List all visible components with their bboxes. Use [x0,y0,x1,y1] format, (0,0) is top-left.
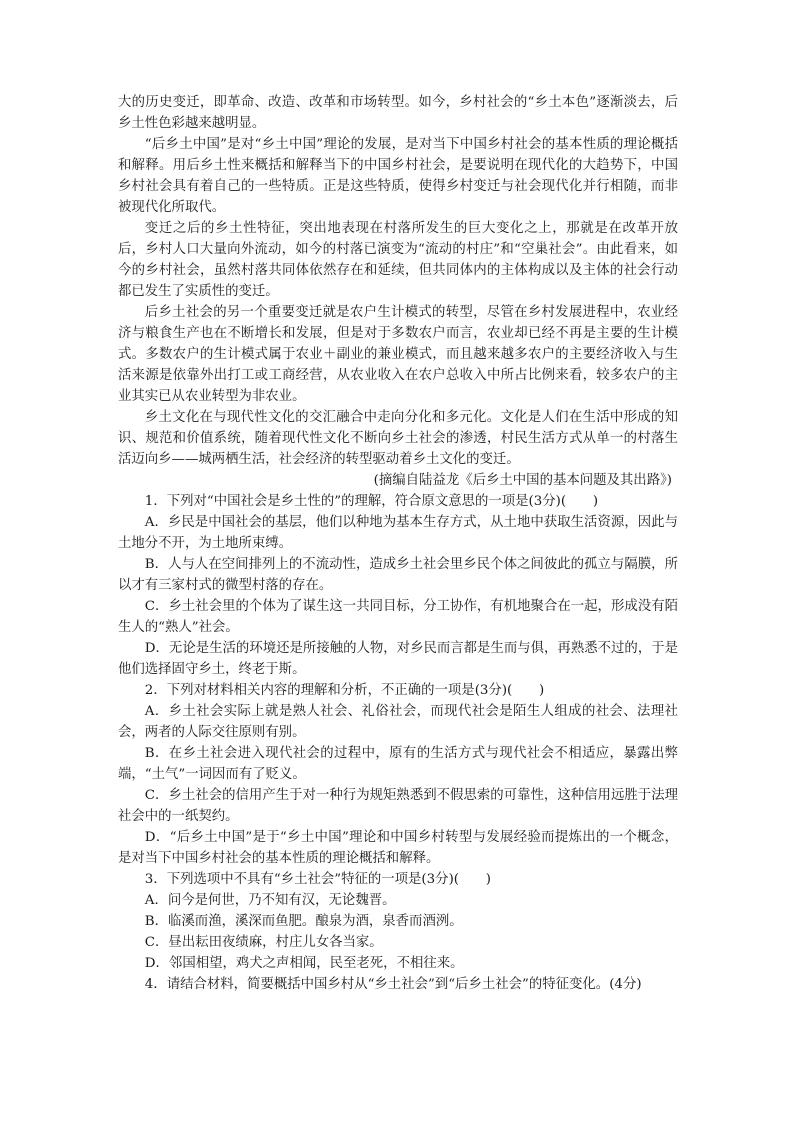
document-page [118,92,678,995]
question-2-option-b: B．在乡土社会进入现代社会的过程中，原有的生活方式与现代社会不相适应，暴露出弊端，“土气”一词因而有了贬义。 [118,746,678,782]
question-3-option-b: B．临溪而渔，溪深而鱼肥。酿泉为酒，泉香而酒洌。 [144,914,463,929]
passage-paragraph: 乡土文化在与现代性文化的交汇融合中走向分化和多元化。文化是人们在生活中形成的知识、规范和价值系统，随着现代性文化不断向乡土社会的渗透，村民生活方式从单一的村落生活迈向乡——城两栖生活，社会经济的转型驱动着乡土文化的变迁。 [118,410,678,467]
question-1-option-b: B．人与人在空间排列上的不流动性，造成乡土社会里乡民个体之间彼此的孤立与隔膜，所以才有三家村式的微型村落的存在。 [118,557,678,593]
question-3-option-d: D．邻国相望，鸡犬之声相闻，民至老死，不相往来。 [144,956,464,971]
passage-paragraph-continued: 大的历史变迁，即革命、改造、改革和市场转型。如今，乡村社会的“乡土本色”逐渐淡去，后乡土性色彩越来越明显。 [118,95,678,131]
question-3-option-c: C．昼出耘田夜绩麻，村庄儿女各当家。 [144,935,383,950]
question-2-stem: 2．下列对材料相关内容的理解和分析，不正确的一项是(3分)( ) [144,683,545,698]
passage-source: (摘编自陆益龙《后乡土中国的基本问题及其出路》) [373,473,672,488]
question-1-stem: 1．下列对“中国社会是乡土性的”的理解，符合原文意思的一项是(3分)( ) [144,494,599,509]
question-3-stem: 3．下列选项中不具有“乡土社会”特征的一项是(3分)( ) [144,872,492,887]
question-3-option-a: A．问今是何世，乃不知有汉，无论魏晋。 [144,893,396,908]
question-2-option-d: D．“后乡土中国”是于“乡土中国”理论和中国乡村转型与发展经验而提炼出的一个概念，是对当下中国乡村社会的基本性质的理论概括和解释。 [118,830,678,866]
question-4-stem: 4．请结合材料，简要概括中国乡村从“乡土社会”到“后乡土社会”的特征变化。(4分) [144,977,642,992]
question-2-option-a: A．乡土社会实际上就是熟人社会、礼俗社会，而现代社会是陌生人组成的社会、法理社会，两者的人际交往原则有别。 [118,704,678,740]
question-1-option-d: D．无论是生活的环境还是所接触的人物，对乡民而言都是生而与俱，再熟悉不过的，于是他们选择固守乡土，终老于斯。 [118,641,678,677]
passage-paragraph: 后乡土社会的另一个重要变迁就是农户生计模式的转型，尽管在乡村发展进程中，农业经济与粮食生产也在不断增长和发展，但是对于多数农户而言，农业却已经不再是主要的生计模式。多数农户的生计模式属于农业＋副业的兼业模式，而且越来越多农户的主要经济收入与生活来源是依靠外出打工或工商经营，从农业收入在农户总收入中所占比例来看，较多农户的主业其实已从农业转型为非农业。 [118,305,678,404]
passage-paragraph: “后乡土中国”是对“乡土中国”理论的发展，是对当下中国乡村社会的基本性质的理论概括和解释。用后乡土性来概括和解释当下的中国乡村社会，是要说明在现代化的大趋势下，中国乡村社会具有着自己的一些特质。正是这些特质，使得乡村变迁与社会现代化并行相随，而非被现代化所取代。 [118,137,678,215]
passage-paragraph: 变迁之后的乡土性特征，突出地表现在村落所发生的巨大变化之上，那就是在改革开放后，乡村人口大量向外流动，如今的村落已演变为“流动的村庄”和“空巢社会”。由此看来，如今的乡村社会，虽然村落共同体依然存在和延续，但共同体内的主体构成以及主体的社会行动都已发生了实质性的变迁。 [118,221,678,299]
question-1-option-a: A．乡民是中国社会的基层，他们以种地为基本生存方式，从土地中获取生活资源，因此与土地分不开，为土地所束缚。 [118,515,678,551]
question-1-option-c: C．乡土社会里的个体为了谋生这一共同目标，分工协作，有机地聚合在一起，形成没有陌生人的“熟人”社会。 [118,599,678,635]
question-2-option-c: C．乡土社会的信用产生于对一种行为规矩熟悉到不假思索的可靠性，这种信用远胜于法理社会中的一纸契约。 [118,788,678,824]
